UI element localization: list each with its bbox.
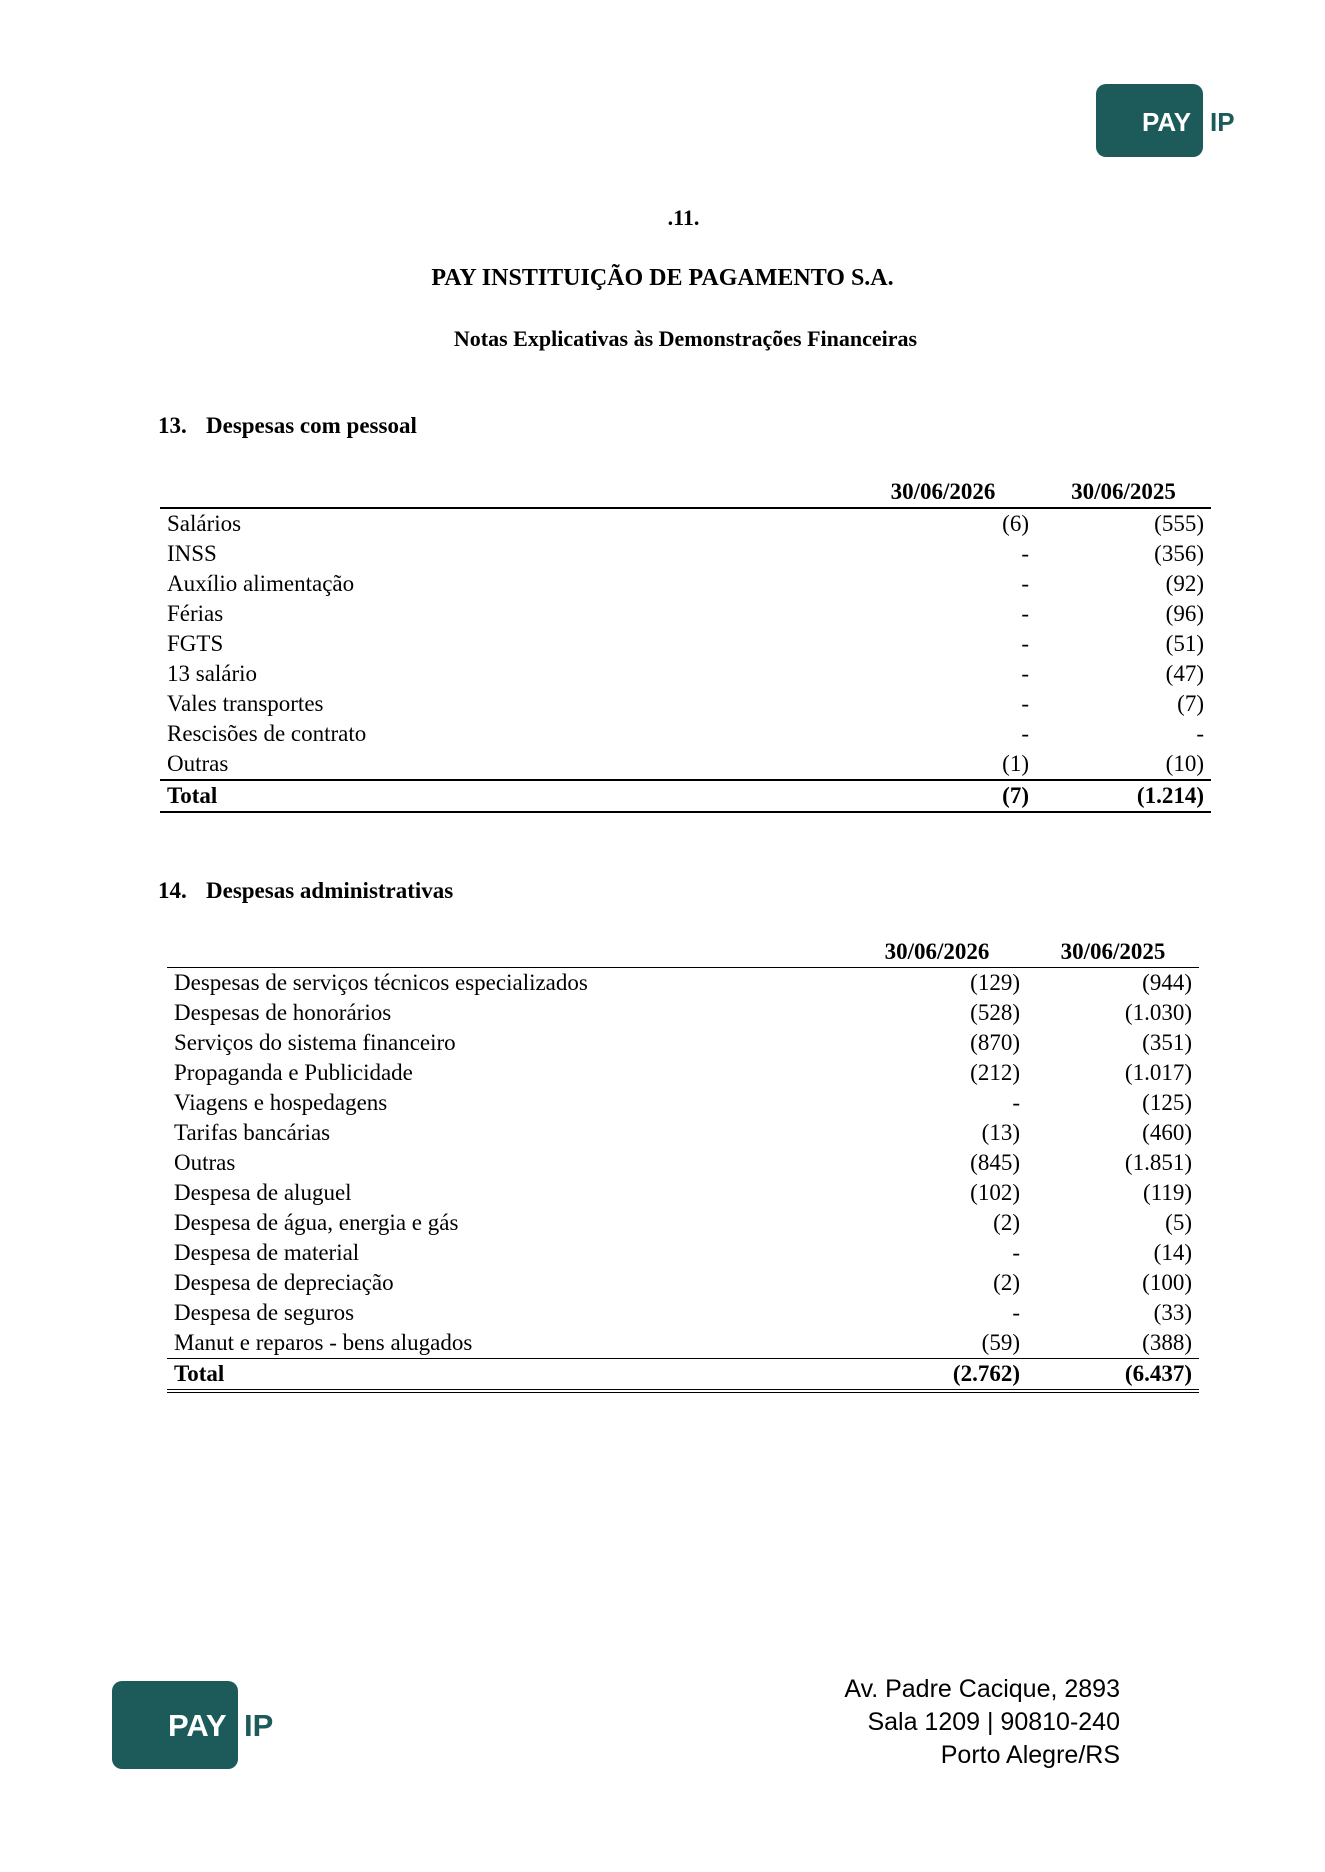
value-2026: (2) bbox=[993, 1270, 1020, 1295]
table-row bbox=[160, 569, 1211, 599]
value-2026: - bbox=[1021, 571, 1029, 596]
value-2026: (6) bbox=[1002, 511, 1029, 536]
value-2026: - bbox=[1012, 1090, 1020, 1115]
table-row bbox=[160, 719, 1211, 749]
table-row bbox=[167, 1178, 1199, 1208]
row-label: Salários bbox=[167, 511, 242, 536]
total-label: Total bbox=[160, 780, 850, 812]
value-2026: (212) bbox=[970, 1060, 1020, 1085]
value-2025: (100) bbox=[1142, 1270, 1192, 1295]
table-header-row bbox=[160, 477, 1211, 508]
value-2026: - bbox=[1021, 541, 1029, 566]
value-2026: (2) bbox=[993, 1210, 1020, 1235]
value-2025: (555) bbox=[1154, 511, 1204, 536]
value-2025: (460) bbox=[1142, 1120, 1192, 1145]
table-header-row bbox=[167, 937, 1199, 968]
value-2026: (129) bbox=[970, 970, 1020, 995]
table-row bbox=[167, 1118, 1199, 1148]
row-label: Despesa de material bbox=[174, 1240, 360, 1265]
table-row bbox=[167, 1148, 1199, 1178]
table-row bbox=[167, 968, 1199, 999]
value-2025: (92) bbox=[1165, 571, 1204, 596]
section-14-title: Despesas administrativas bbox=[206, 878, 454, 903]
value-2025: - bbox=[1196, 721, 1204, 746]
total-row bbox=[160, 780, 1211, 812]
table-row bbox=[160, 629, 1211, 659]
address-line-city: Porto Alegre/RS bbox=[940, 1741, 1120, 1769]
value-2026: - bbox=[1021, 661, 1029, 686]
row-label: Auxílio alimentação bbox=[167, 571, 355, 596]
value-2025: (119) bbox=[1143, 1180, 1192, 1205]
logo-pay-text: PAY bbox=[168, 1708, 227, 1743]
row-label: Despesa de depreciação bbox=[174, 1270, 394, 1295]
value-2025: (356) bbox=[1154, 541, 1204, 566]
row-label: Manut e reparos - bens alugados bbox=[174, 1330, 473, 1355]
value-2025: (7) bbox=[1177, 691, 1204, 716]
address-line-street: Av. Padre Cacique, 2893 bbox=[844, 1675, 1120, 1703]
value-2025: (1.030) bbox=[1124, 1000, 1192, 1025]
value-2026: - bbox=[1021, 691, 1029, 716]
value-2025: (5) bbox=[1165, 1210, 1192, 1235]
value-2025: (1.851) bbox=[1124, 1150, 1192, 1175]
table-row bbox=[167, 1268, 1199, 1298]
row-label: Outras bbox=[174, 1150, 236, 1175]
total-2026: (7) bbox=[850, 780, 1036, 812]
row-label: Serviços do sistema financeiro bbox=[174, 1030, 456, 1055]
row-label: Vales transportes bbox=[167, 691, 324, 716]
logo-ip-text: IP bbox=[1210, 107, 1235, 137]
value-2025: (47) bbox=[1165, 661, 1204, 686]
value-2025: (51) bbox=[1165, 631, 1204, 656]
logo-ip-text: IP bbox=[244, 1708, 274, 1743]
row-label: Férias bbox=[167, 601, 224, 626]
payip-logo-bottom bbox=[112, 1681, 274, 1769]
value-2026: (870) bbox=[970, 1030, 1020, 1055]
section-14-number: 14. bbox=[158, 878, 187, 903]
value-2025: (944) bbox=[1142, 970, 1192, 995]
header-label-cell bbox=[160, 477, 850, 508]
row-label: Tarifas bancárias bbox=[174, 1120, 331, 1145]
payip-logo-top bbox=[1096, 84, 1235, 157]
value-2025: (388) bbox=[1142, 1330, 1192, 1355]
total-2026: (2.762) bbox=[847, 1359, 1027, 1392]
footer-address bbox=[780, 1673, 1120, 1772]
page-number: .11. bbox=[667, 205, 700, 230]
section-13-title: Despesas com pessoal bbox=[206, 413, 417, 438]
value-2026: - bbox=[1012, 1240, 1020, 1265]
row-label: FGTS bbox=[167, 631, 224, 656]
value-2026: (59) bbox=[981, 1330, 1020, 1355]
row-label: Outras bbox=[167, 751, 229, 776]
address-line-room: Sala 1209 | 90810-240 bbox=[867, 1708, 1120, 1736]
table-row bbox=[160, 689, 1211, 719]
value-2026: - bbox=[1012, 1300, 1020, 1325]
document-subtitle: Notas Explicativas às Demonstrações Financeiras bbox=[453, 326, 918, 351]
table-row bbox=[167, 1328, 1199, 1359]
total-label: Total bbox=[167, 1359, 847, 1392]
section-13-number: 13. bbox=[158, 413, 187, 438]
value-2026: - bbox=[1021, 601, 1029, 626]
table-row bbox=[167, 1058, 1199, 1088]
value-2026: (845) bbox=[970, 1150, 1020, 1175]
table-row bbox=[160, 539, 1211, 569]
logo-pay-text: PAY bbox=[1142, 107, 1192, 137]
value-2025: (351) bbox=[1142, 1030, 1192, 1055]
total-row bbox=[167, 1359, 1199, 1392]
row-label: INSS bbox=[167, 541, 217, 566]
row-label: Viagens e hospedagens bbox=[174, 1090, 388, 1115]
company-name: PAY INSTITUIÇÃO DE PAGAMENTO S.A. bbox=[431, 265, 894, 291]
value-2026: (528) bbox=[970, 1000, 1020, 1025]
section-14-heading bbox=[158, 878, 453, 904]
table-row bbox=[160, 749, 1211, 780]
row-label: Propaganda e Publicidade bbox=[174, 1060, 413, 1085]
section-13-heading bbox=[158, 413, 417, 439]
administrative-expenses-table bbox=[167, 937, 1199, 1393]
value-2025: (1.017) bbox=[1124, 1060, 1192, 1085]
total-2025: (6.437) bbox=[1027, 1359, 1199, 1392]
value-2026: (102) bbox=[970, 1180, 1020, 1205]
table-row bbox=[167, 1238, 1199, 1268]
table-row bbox=[167, 1028, 1199, 1058]
value-2025: (10) bbox=[1165, 751, 1204, 776]
row-label: Despesas de serviços técnicos especializados bbox=[174, 970, 588, 995]
value-2026: (13) bbox=[981, 1120, 1020, 1145]
value-2025: (14) bbox=[1153, 1240, 1192, 1265]
table-row bbox=[167, 1298, 1199, 1328]
row-label: Despesa de seguros bbox=[174, 1300, 355, 1325]
value-2026: - bbox=[1021, 721, 1029, 746]
column-header-2025: 30/06/2025 bbox=[1027, 937, 1199, 968]
total-2025: (1.214) bbox=[1036, 780, 1211, 812]
row-label: 13 salário bbox=[167, 661, 258, 686]
row-label: Despesas de honorários bbox=[174, 1000, 392, 1025]
header-label-cell bbox=[167, 937, 847, 968]
personnel-expenses-table bbox=[160, 477, 1211, 813]
column-header-2026: 30/06/2026 bbox=[847, 937, 1027, 968]
table-row bbox=[167, 1088, 1199, 1118]
column-header-2025: 30/06/2025 bbox=[1036, 477, 1211, 508]
value-2025: (125) bbox=[1142, 1090, 1192, 1115]
row-label: Rescisões de contrato bbox=[167, 721, 367, 746]
column-header-2026: 30/06/2026 bbox=[850, 477, 1036, 508]
table-row bbox=[167, 1208, 1199, 1238]
table-row bbox=[160, 508, 1211, 539]
table-row bbox=[160, 599, 1211, 629]
value-2026: - bbox=[1021, 631, 1029, 656]
value-2025: (96) bbox=[1165, 601, 1204, 626]
table-row bbox=[167, 998, 1199, 1028]
value-2025: (33) bbox=[1153, 1300, 1192, 1325]
row-label: Despesa de água, energia e gás bbox=[174, 1210, 459, 1235]
row-label: Despesa de aluguel bbox=[174, 1180, 352, 1205]
table-row bbox=[160, 659, 1211, 689]
value-2026: (1) bbox=[1002, 751, 1029, 776]
